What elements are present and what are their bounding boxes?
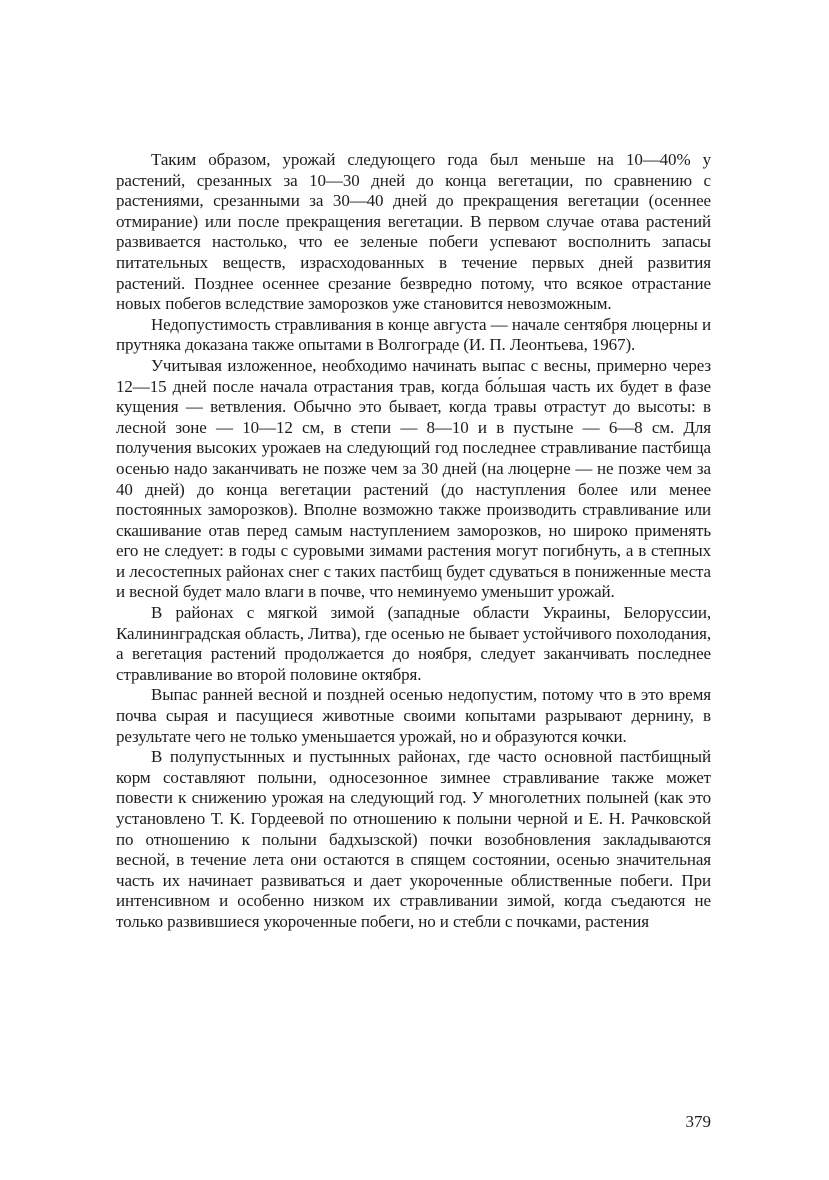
page-body	[116, 150, 711, 933]
paragraph: В районах с мягкой зимой (западные области Украины, Белоруссии, Калининградская область, Литва), где осенью не бывает устойчивого похолодания, а вегетация растений продолжается до ноября, следует заканчивать последнее стравливание во второй половине октября.	[116, 603, 711, 684]
paragraph: Таким образом, урожай следующего года был меньше на 10—40% у растений, срезанных за 10—30 дней до конца вегетации, по сравнению с растениями, срезанными за 30—40 дней до прекращения вегетации (осеннее отмирание) или после прекращения вегетации. В первом случае отава растений развивается настолько, что ее зеленые побеги успевают восполнить запасы питательных веществ, израсходованных в течение первых дней развития растений. Позднее осеннее срезание безвредно потому, что всякое отрастание новых побегов вследствие заморозков уже становится невозможным.	[116, 150, 711, 314]
paragraph: Учитывая изложенное, необходимо начинать выпас с весны, примерно через 12—15 дней после начала отрастания трав, когда бо́льшая часть их будет в фазе кущения — ветвления. Обычно это бывает, когда травы отрастут до высоты: в лесной зоне — 10—12 см, в степи — 8—10 и в пустыне — 6—8 см. Для получения высоких урожаев на следующий год последнее стравливание пастбища осенью надо заканчивать не позже чем за 30 дней (на люцерне — не позже чем за 40 дней) до конца вегетации растений (до наступления более или менее постоянных заморозков). Вполне возможно также производить стравливание или скашивание отав перед самым наступлением заморозков, но широко применять его не следует: в годы с суровыми зимами растения могут погибнуть, а в степных и лесостепных районах снег с таких пастбищ будет сдуваться в пониженные места и весной будет мало влаги в почве, что неминуемо уменьшит урожай.	[116, 355, 711, 602]
page-number: 379	[685, 1112, 711, 1131]
paragraph: В полупустынных и пустынных районах, где часто основной пастбищный корм составляют полыни, односезонное зимнее стравливание также может повести к снижению урожая на следующий год. У многолетних полыней (как это установлено Т. К. Гордеевой по отношению к полыни черной и Е. Н. Рачковской по отношению к полыни бадхызской) почки возобновления закладываются весной, в течение лета они остаются в спящем состоянии, осенью значительная часть их начинает развиваться и дает укороченные облиственные побеги. При интенсивном и особенно низком их стравливании зимой, когда съедаются не только развившиеся укороченные побеги, но и стебли с почками, растения	[116, 747, 711, 931]
paragraph: Недопустимость стравливания в конце августа — начале сентября люцерны и прутняка доказана также опытами в Волгограде (И. П. Леонтьева, 1967).	[116, 314, 711, 355]
paragraph: Выпас ранней весной и поздней осенью недопустим, потому что в это время почва сырая и пасущиеся животные своими копытами разрывают дернину, в результате чего не только уменьшается урожай, но и образуются кочки.	[116, 685, 711, 746]
